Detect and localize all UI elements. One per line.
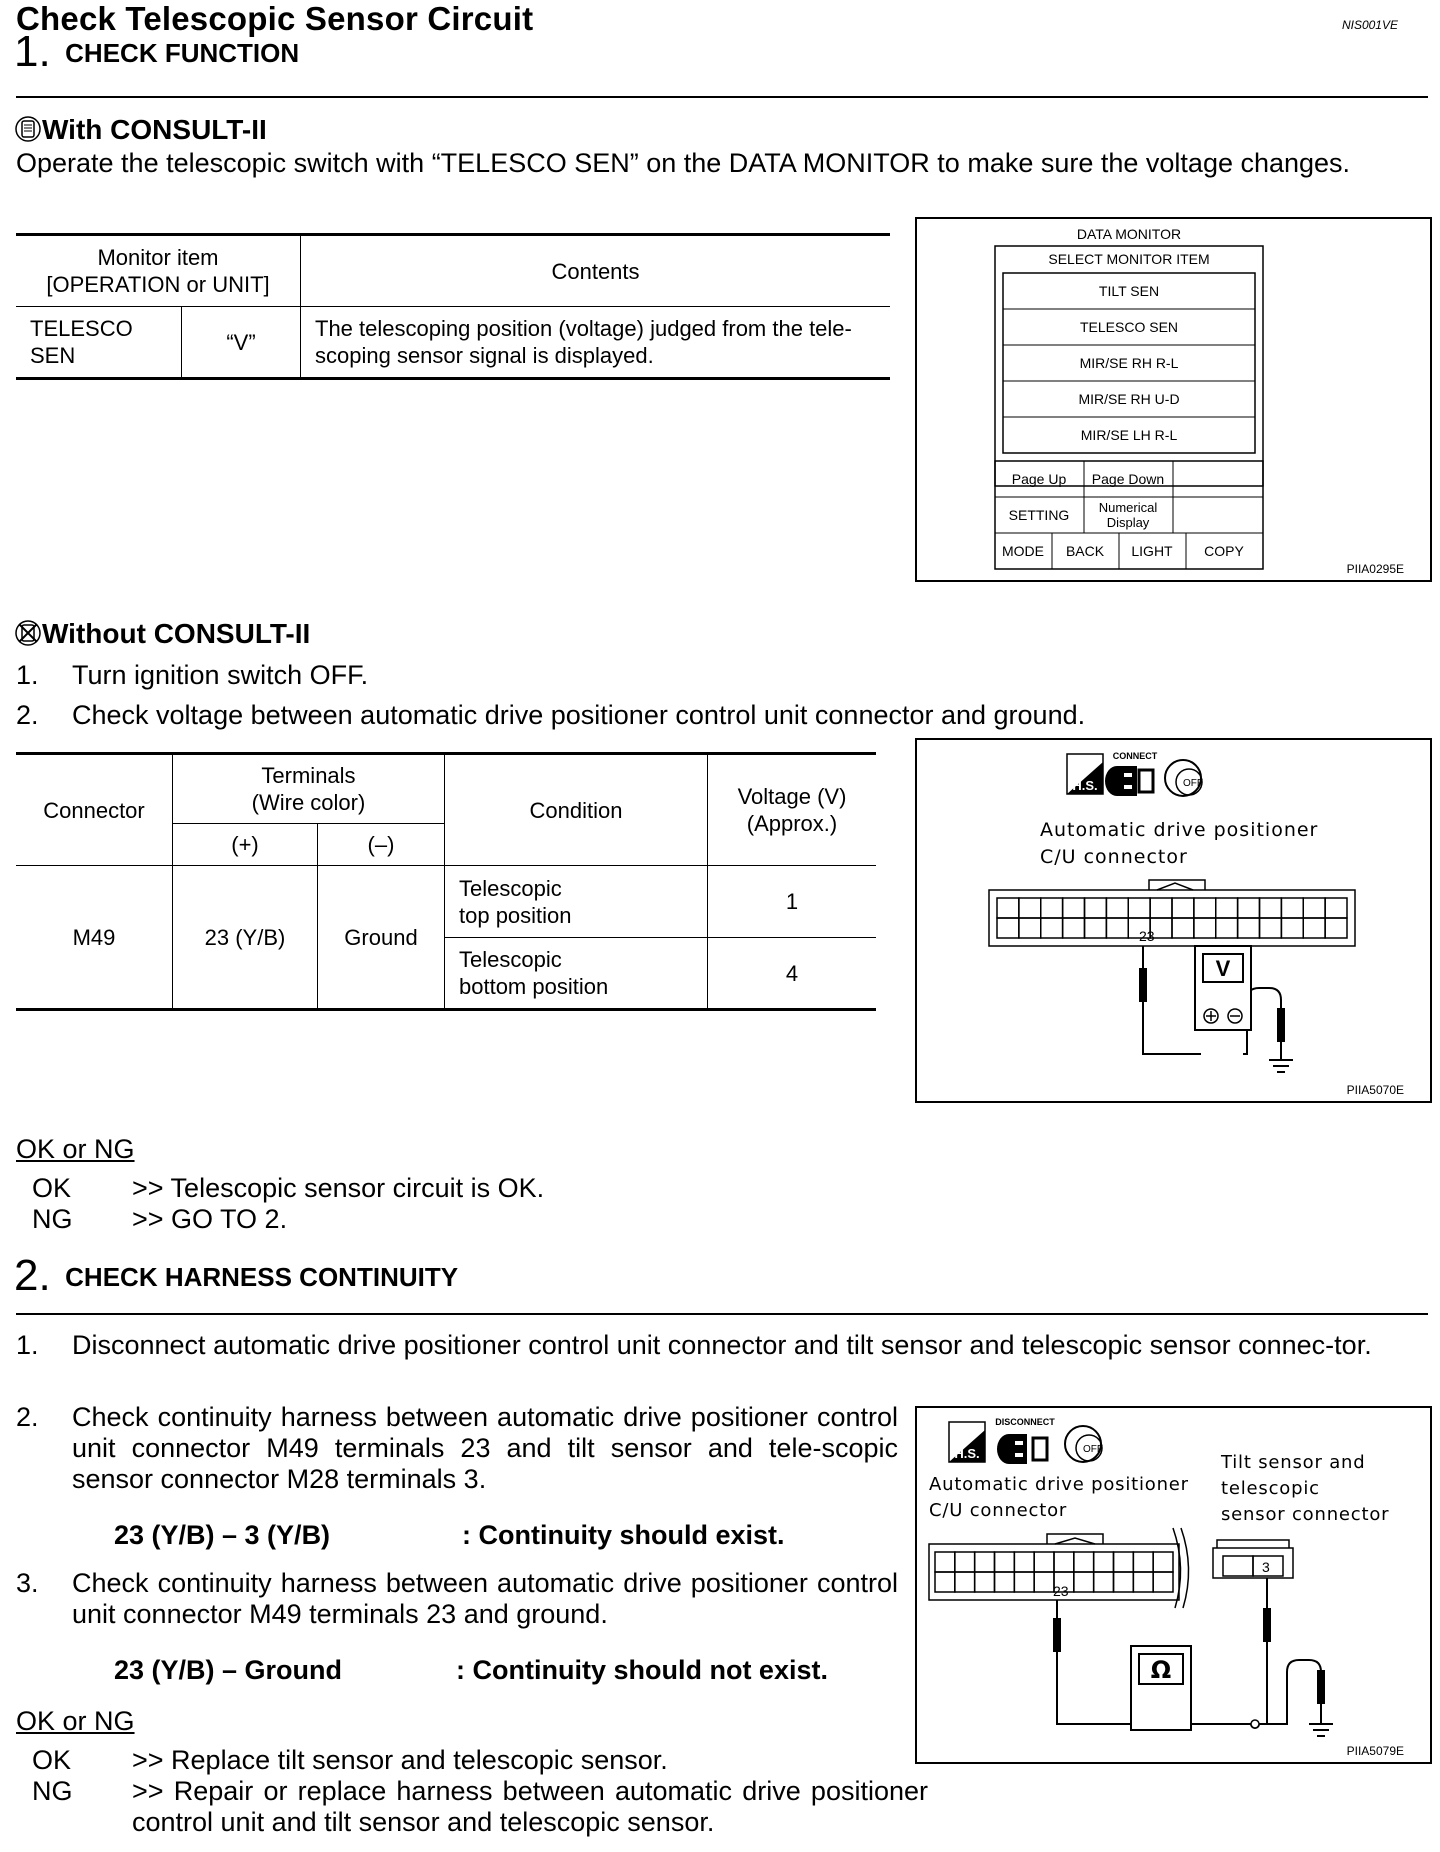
step2-item-2: 2. Check continuity harness between automatic drive positioner control unit connector M49 terminals 23 and tilt sensor and tele-scopic sensor connector M28 terminals 3.: [16, 1402, 898, 1494]
svg-text:V: V: [1215, 956, 1231, 981]
sensor-connector: [1213, 1540, 1293, 1578]
step2-number: 2.: [14, 1251, 51, 1300]
step2-item-3: 3. Check continuity harness between automatic drive positioner control unit connector M49 terminals 23 and ground.: [16, 1568, 898, 1629]
probe-right: [1263, 1608, 1271, 1642]
connector-pin: [1216, 898, 1238, 918]
header-contents: Contents: [301, 235, 891, 307]
h-minus: (–): [318, 824, 445, 866]
list-item: 1. Turn ignition switch OFF.: [16, 660, 369, 690]
cu-connector: [989, 880, 1355, 946]
connector-pin: [1153, 1552, 1173, 1572]
right-label-2: telescopic: [1221, 1478, 1320, 1499]
btn-page-up: Page Up: [1011, 471, 1067, 487]
monitor-item: MIR/SE LH R-L: [1080, 427, 1178, 443]
data-monitor-figure: [915, 217, 1432, 582]
connector-pin: [975, 1552, 995, 1572]
ok-ng-1: [16, 1134, 544, 1235]
row-contents: The telescoping position (voltage) judged from the tele- scoping sensor signal is displayed.: [315, 316, 852, 368]
divider: [16, 96, 1428, 98]
voltage-table: [16, 752, 876, 1011]
connector-pin: [1150, 898, 1172, 918]
connector-pin: [1074, 1572, 1094, 1592]
connector-pin: [1194, 898, 1216, 918]
disconnect-icon: [995, 1417, 1055, 1464]
page-title: Check Telescopic Sensor Circuit: [16, 0, 534, 37]
connector-pin: [975, 1572, 995, 1592]
voltmeter: [1195, 946, 1251, 1030]
row-unit: “V”: [182, 307, 301, 379]
connector-pin: [955, 1572, 975, 1592]
connector-pin: [997, 898, 1019, 918]
connector-pin: [1019, 898, 1041, 918]
with-consult-text: Operate the telescopic switch with “TELESCO SEN” on the DATA MONITOR to make sure the voltage changes.: [16, 148, 1351, 178]
consult-icon: [14, 114, 42, 146]
right-label-1: Tilt sensor and: [1221, 1452, 1366, 1473]
cell-connector: M49: [16, 866, 173, 1010]
svg-text:OFF: OFF: [1083, 1444, 1103, 1455]
ok-label: OK: [32, 1173, 72, 1203]
cell-minus: Ground: [318, 866, 445, 1010]
connector-pin: [1114, 1552, 1134, 1572]
row-item: TELESCO SEN: [16, 307, 182, 379]
btn-page-down: Page Down: [1091, 471, 1165, 487]
connector-pin: [1133, 1552, 1153, 1572]
btn-back: BACK: [1065, 543, 1105, 559]
h-terminals: Terminals (Wire color): [173, 754, 445, 824]
connector-pin: [1041, 898, 1063, 918]
divider: [16, 1313, 1428, 1315]
connector-pin: [1034, 1572, 1054, 1592]
h-voltage: Voltage (V) (Approx.): [708, 754, 877, 866]
ignition-off-icon: [1165, 760, 1203, 796]
with-consult-heading: With CONSULT-II: [14, 114, 267, 146]
monitor-item: TILT SEN: [1098, 283, 1160, 299]
btn-numerical-2: Display: [1106, 515, 1150, 530]
connector-pin: [1172, 918, 1194, 938]
connector-pin: [1094, 1552, 1114, 1572]
monitor-table: [16, 233, 890, 380]
voltage-figure: [915, 738, 1432, 1103]
step1-number: 1.: [14, 27, 51, 76]
connector-pin: [1281, 898, 1303, 918]
data-monitor-screen: [917, 219, 1430, 580]
step2-header: [14, 1251, 459, 1300]
h-connector: Connector: [16, 754, 173, 866]
spec-2: 23 (Y/B) – Ground : Continuity should not exist.: [114, 1655, 828, 1685]
ok-text: >> Replace tilt sensor and telescopic sensor.: [132, 1745, 668, 1775]
connector-pin: [1041, 918, 1063, 938]
connector-pin: [1128, 898, 1150, 918]
svg-text:Ω: Ω: [1150, 1656, 1172, 1684]
ng-label: NG: [32, 1776, 73, 1806]
monitor-item: MIR/SE RH R-L: [1079, 355, 1179, 371]
connector-pin: [1014, 1572, 1034, 1592]
connector-pin: [1172, 898, 1194, 918]
pin-23: 23: [1139, 928, 1155, 944]
ng-text: >> Repair or replace harness between automatic drive positioner control unit and tilt sensor and telescopic sensor.: [132, 1776, 928, 1837]
h-plus: (+): [173, 824, 318, 866]
connector-pin: [935, 1552, 955, 1572]
connector-pin: [1133, 1572, 1153, 1592]
connector-pin: [1063, 918, 1085, 938]
btn-setting: SETTING: [1008, 507, 1070, 523]
connector-pin: [995, 1552, 1015, 1572]
cell-volt1: 1: [708, 866, 877, 938]
connector-pin: [1074, 1552, 1094, 1572]
fig-id: PIIA5079E: [1346, 1744, 1404, 1758]
ok-label: OK: [32, 1745, 72, 1775]
step2-title: CHECK HARNESS CONTINUITY: [65, 1262, 459, 1292]
svg-text:H.S.: H.S.: [954, 1446, 980, 1461]
connector-pin: [1325, 918, 1347, 938]
ok-text: >> Telescopic sensor circuit is OK.: [132, 1173, 545, 1203]
cell-cond2: Telescopic bottom position: [445, 938, 708, 1010]
connector-pin: [1085, 918, 1107, 938]
monitor-item: TELESCO SEN: [1079, 319, 1179, 335]
connector-pin: [935, 1572, 955, 1592]
connect-icon: [1105, 751, 1158, 796]
connector-pin: [1094, 1572, 1114, 1592]
connector-pin: [1260, 898, 1282, 918]
left-label-2: C/U connector: [929, 1500, 1068, 1521]
pin-23: 23: [1053, 1583, 1069, 1599]
step2-item-1: 1. Disconnect automatic drive positioner control unit connector and tilt sensor and telescopic sensor connec-tor.: [16, 1330, 1372, 1360]
ground-symbol: [1309, 1704, 1333, 1736]
btn-light: LIGHT: [1131, 543, 1173, 559]
connector-pin: [995, 1572, 1015, 1592]
cell-plus: 23 (Y/B): [173, 866, 318, 1010]
ohmmeter: [1131, 1646, 1191, 1730]
left-label-1: Automatic drive positioner: [929, 1474, 1189, 1495]
connector-pin: [1063, 898, 1085, 918]
step1-title: CHECK FUNCTION: [65, 38, 300, 68]
connector-pin: [997, 918, 1019, 938]
btn-numerical-1: Numerical: [1098, 500, 1158, 515]
ground-symbol: [1269, 1042, 1293, 1072]
connector-pin: [1019, 918, 1041, 938]
hs-icon: [1067, 754, 1103, 794]
doc-id: NIS001VE: [1341, 18, 1398, 32]
probe-right: [1277, 1008, 1285, 1042]
ng-label: NG: [32, 1204, 73, 1234]
ignition-off-icon: [1065, 1426, 1103, 1462]
h-condition: Condition: [445, 754, 708, 866]
no-consult-icon: [14, 618, 42, 650]
connector-pin: [1281, 918, 1303, 938]
without-consult-heading: Without CONSULT-II: [14, 618, 310, 650]
connector-pin: [1054, 1552, 1074, 1572]
cell-cond1: Telescopic top position: [445, 866, 708, 938]
ok-ng-heading: OK or NG: [16, 1706, 135, 1736]
connector-pin: [1194, 918, 1216, 938]
without-steps: [16, 660, 1316, 731]
connector-pin: [1085, 898, 1107, 918]
step1-header: [14, 27, 300, 76]
ng-text: >> GO TO 2.: [132, 1204, 288, 1234]
hs-icon: [949, 1422, 985, 1462]
connector-pin: [1106, 898, 1128, 918]
monitor-title: DATA MONITOR: [1076, 226, 1182, 242]
svg-text:DISCONNECT: DISCONNECT: [995, 1417, 1055, 1427]
svg-text:H.S.: H.S.: [1072, 778, 1098, 793]
connector-pin: [1303, 918, 1325, 938]
connector-pin: [1034, 1552, 1054, 1572]
svg-text:CONNECT: CONNECT: [1112, 751, 1158, 761]
connector-pin: [1106, 918, 1128, 938]
probe-left: [1139, 968, 1147, 1002]
btn-mode: MODE: [1002, 543, 1044, 559]
header-monitor-item: Monitor item [OPERATION or UNIT]: [16, 235, 301, 307]
fig-id: PIIA0295E: [1346, 562, 1404, 576]
voltage-diagram: [917, 740, 1430, 1101]
connector-pin: [1114, 1572, 1134, 1592]
junction: [1251, 1720, 1259, 1728]
continuity-figure: [915, 1406, 1432, 1764]
ok-ng-heading: OK or NG: [16, 1134, 135, 1164]
connector-pin: [1153, 1572, 1173, 1592]
connector-pin: [1238, 918, 1260, 938]
ok-ng-2: [16, 1706, 936, 1838]
spec-1: 23 (Y/B) – 3 (Y/B) : Continuity should exist.: [114, 1520, 785, 1550]
pin-3: 3: [1262, 1559, 1270, 1575]
connector-pin: [1260, 918, 1282, 938]
connector-label-2: C/U connector: [1040, 846, 1188, 868]
connector-pin: [1325, 898, 1347, 918]
continuity-diagram: [917, 1408, 1430, 1762]
probe-ground: [1317, 1670, 1325, 1704]
monitor-subtitle: SELECT MONITOR ITEM: [1048, 251, 1210, 267]
fig-id: PIIA5070E: [1346, 1083, 1404, 1097]
connector-pin: [1216, 918, 1238, 938]
right-label-3: sensor connector: [1221, 1504, 1390, 1525]
monitor-item: MIR/SE RH U-D: [1078, 391, 1180, 407]
list-item: 2. Check voltage between automatic drive positioner control unit connector and ground.: [16, 700, 1086, 730]
connector-pin: [1014, 1552, 1034, 1572]
cell-volt2: 4: [785, 960, 799, 986]
connector-label-1: Automatic drive positioner: [1040, 819, 1319, 841]
btn-copy: COPY: [1204, 543, 1244, 559]
connector-pin: [1238, 898, 1260, 918]
svg-text:OFF: OFF: [1183, 778, 1203, 789]
connector-pin: [955, 1552, 975, 1572]
connector-pin: [1303, 898, 1325, 918]
probe-left: [1053, 1618, 1061, 1652]
